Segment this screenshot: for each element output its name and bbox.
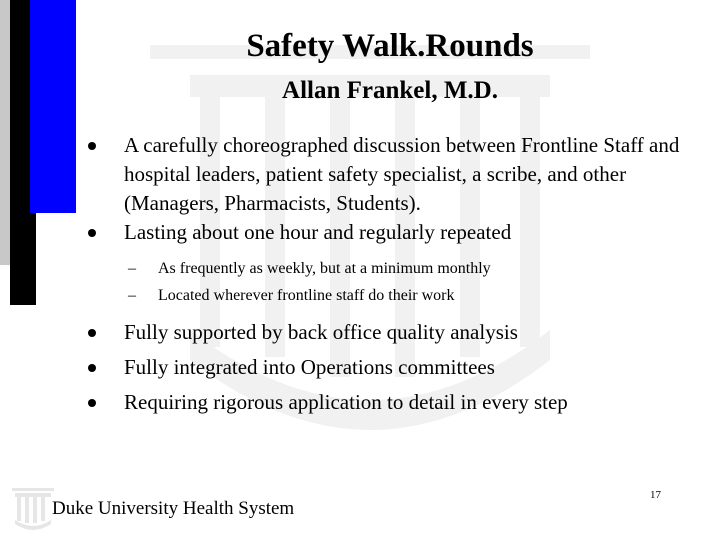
bullet-dot-icon — [88, 399, 96, 407]
bullet-dot-icon — [88, 329, 96, 337]
bullet-dot-icon — [88, 229, 96, 237]
bullet-list-top — [86, 131, 686, 247]
page-number: 17 — [650, 489, 661, 501]
bullet-text: Fully integrated into Operations committees — [124, 355, 495, 379]
bullet-text: Fully supported by back office quality analysis — [124, 320, 518, 344]
sub-bullet-dash: – — [128, 287, 136, 304]
bullet-dot-icon — [88, 364, 96, 372]
slide-subtitle: Allan Frankel, M.D. — [282, 77, 498, 104]
sub-bullet-text: Located wherever frontline staff do their work — [158, 287, 455, 304]
decorative-blue-bar — [30, 0, 76, 213]
bullet-text: Lasting about one hour and regularly repeated — [124, 220, 512, 244]
list-item — [86, 385, 686, 420]
bullet-text: Requiring rigorous application to detail in every step — [124, 390, 568, 414]
list-item — [128, 282, 688, 309]
sub-bullet-dash: – — [128, 260, 136, 277]
bullet-list-bottom — [86, 315, 686, 420]
list-item — [86, 218, 686, 247]
slide-title: Safety Walk.Rounds — [246, 28, 534, 64]
decorative-gray-bar — [0, 0, 10, 265]
duke-mini-logo-icon — [10, 486, 56, 530]
sub-bullet-list — [128, 255, 688, 309]
sub-bullet-text: As frequently as weekly, but at a minimum monthly — [158, 260, 491, 277]
list-item — [128, 255, 688, 282]
footer-text: Duke University Health System — [52, 498, 295, 519]
list-item — [86, 131, 686, 218]
bullet-text: A carefully choreographed discussion between Frontline Staff and hospital leaders, patient safety specialist, a scribe, and other (Managers, Pharmacists, Students). — [124, 133, 680, 215]
list-item — [86, 350, 686, 385]
list-item — [86, 315, 686, 350]
bullet-dot-icon — [88, 142, 96, 150]
